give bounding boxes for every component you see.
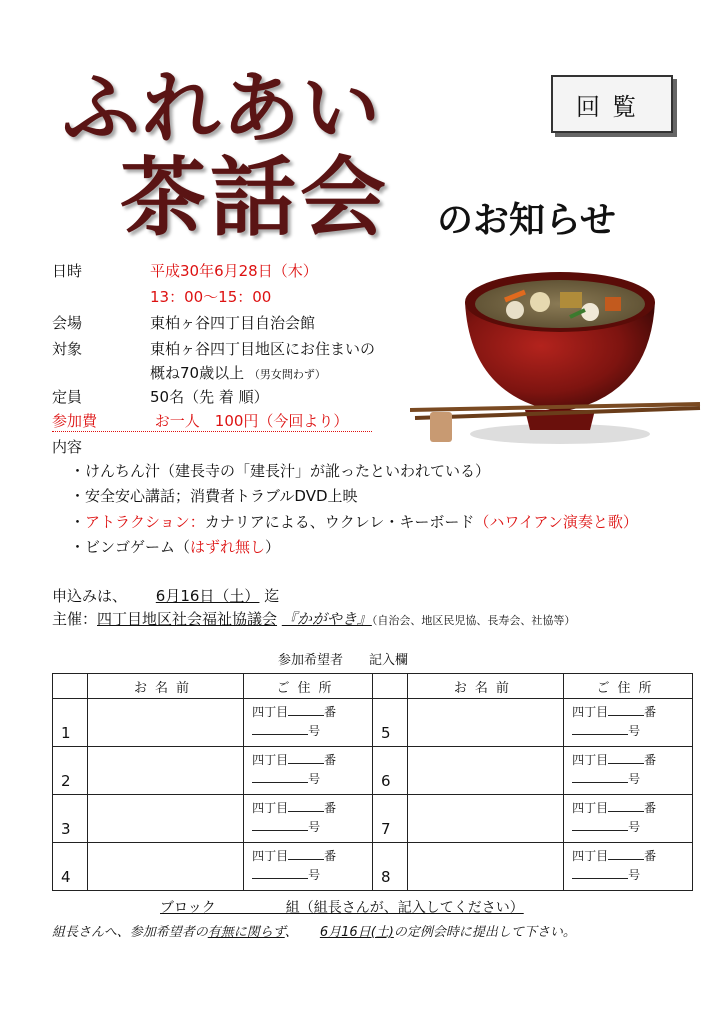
- item4-suffix: ）: [265, 538, 281, 556]
- item4-red: はずれ無し: [190, 538, 266, 556]
- deadline-date: 6月16日（土）: [155, 587, 260, 605]
- target-note: （男女問わず）: [248, 368, 326, 381]
- header-name-left: お名前: [87, 674, 243, 699]
- target-label-text: 対象: [52, 340, 83, 358]
- item3-body: カナリアによる、ウクレレ・キーボード: [204, 513, 475, 531]
- addr-ban: 番: [644, 753, 657, 767]
- address-cell[interactable]: [564, 795, 693, 843]
- date-label-text: 日時: [52, 262, 83, 280]
- note-part3: の定例会時に提出して下さい。: [393, 925, 576, 940]
- note-part1: 組長さんへ、参加希望者の: [52, 925, 208, 940]
- host-label: 主催：: [52, 610, 98, 628]
- name-cell[interactable]: [87, 795, 243, 843]
- deadline-suffix: 迄: [264, 587, 280, 605]
- addr-chome: 四丁目: [252, 705, 289, 719]
- row-number: 8: [372, 843, 407, 891]
- table-row: [53, 699, 693, 747]
- item3-paren-close: ）: [622, 513, 638, 531]
- content-item-1: ・けんちん汁（建長寺の「建長汁」が訛ったといわれている）: [70, 462, 491, 480]
- capacity-label: [52, 390, 122, 405]
- addr-ban: 番: [644, 705, 657, 719]
- registration-table: [52, 673, 693, 891]
- name-cell[interactable]: [87, 747, 243, 795]
- table-row: [53, 747, 693, 795]
- address-cell[interactable]: [244, 699, 373, 747]
- content-item-2: ・安全安心講話；消費者トラブルDVD上映: [70, 487, 358, 505]
- header-num-cell: [53, 674, 88, 699]
- venue-label: [52, 316, 122, 331]
- address-cell[interactable]: [244, 795, 373, 843]
- address-cell[interactable]: [564, 699, 693, 747]
- header-address-right: ご住所: [564, 674, 693, 699]
- name-cell[interactable]: [407, 843, 563, 891]
- address-cell[interactable]: [564, 843, 693, 891]
- table-header-row: [53, 674, 693, 699]
- addr-go: 号: [628, 868, 641, 882]
- addr-go: 号: [628, 772, 641, 786]
- address-cell[interactable]: [244, 747, 373, 795]
- item3-attraction: アトラクション：: [85, 513, 205, 531]
- note-date: 6月16日(土): [319, 925, 394, 940]
- venue-value: 東柏ヶ谷四丁目自治会館: [150, 314, 316, 332]
- addr-chome: 四丁目: [572, 801, 609, 815]
- row-number: 6: [372, 747, 407, 795]
- date-label: [52, 264, 122, 279]
- item3-bullet: ・: [70, 513, 86, 531]
- addr-chome: 四丁目: [572, 849, 609, 863]
- fee-value: お一人 100円（今回より）: [154, 412, 349, 430]
- fee-row: [52, 414, 372, 432]
- table-row: [53, 843, 693, 891]
- name-cell[interactable]: [407, 747, 563, 795]
- row-number: 2: [53, 747, 88, 795]
- title-line1: ふれあい: [62, 64, 383, 154]
- block-line: ブロック 組（組長さんが、記入してください）: [160, 900, 524, 916]
- row-number: 3: [53, 795, 88, 843]
- addr-go: 号: [308, 772, 321, 786]
- addr-chome: 四丁目: [572, 705, 609, 719]
- subtitle: のお知らせ: [437, 200, 616, 241]
- host-members: （自治会、地区民児協、長寿会、社協等）: [371, 614, 576, 627]
- target-label: [52, 342, 122, 357]
- addr-go: 号: [628, 724, 641, 738]
- address-cell[interactable]: [244, 843, 373, 891]
- capacity-label-text: 定員: [52, 388, 83, 406]
- date-value: 平成30年6月28日（木）: [150, 262, 318, 280]
- deadline-prefix: 申込みは、: [52, 587, 128, 605]
- row-number: 1: [53, 699, 88, 747]
- content-item-3: [70, 515, 638, 530]
- capacity-value: 50名（先 着 順）: [150, 388, 269, 406]
- deadline-line: [52, 589, 279, 604]
- addr-chome: 四丁目: [572, 753, 609, 767]
- target-value-line1: 東柏ヶ谷四丁目地区にお住まいの: [150, 340, 376, 358]
- note-emph: 有無に関らず: [207, 925, 285, 940]
- target-value-line2: [150, 366, 326, 381]
- header-num-cell-right: [372, 674, 407, 699]
- content-label: [52, 440, 122, 455]
- addr-go: 号: [308, 868, 321, 882]
- addr-ban: 番: [644, 849, 657, 863]
- name-cell[interactable]: [407, 699, 563, 747]
- kairan-stamp: [551, 75, 673, 133]
- name-cell[interactable]: [87, 699, 243, 747]
- addr-go: 号: [308, 820, 321, 834]
- host-nickname: 『かがやき』: [281, 610, 372, 628]
- addr-ban: 番: [324, 849, 337, 863]
- addr-ban: 番: [324, 801, 337, 815]
- addr-chome: 四丁目: [252, 801, 289, 815]
- addr-go: 号: [308, 724, 321, 738]
- addr-ban: 番: [324, 753, 337, 767]
- name-cell[interactable]: [407, 795, 563, 843]
- time-value: 13：00～15：00: [150, 288, 272, 306]
- title-line2: 茶話会: [120, 148, 390, 248]
- header-name-right: お名前: [407, 674, 563, 699]
- addr-ban: 番: [324, 705, 337, 719]
- venue-label-text: 会場: [52, 314, 83, 332]
- addr-ban: 番: [644, 801, 657, 815]
- addr-go: 号: [628, 820, 641, 834]
- footer-note: [52, 926, 576, 939]
- soup-bowl-illustration: [410, 262, 710, 452]
- row-number: 7: [372, 795, 407, 843]
- fee-label: 参加費: [52, 412, 98, 430]
- address-cell[interactable]: [564, 747, 693, 795]
- content-item-4: [70, 540, 280, 555]
- content-label-text: 内容: [52, 438, 83, 456]
- row-number: 5: [372, 699, 407, 747]
- addr-chome: 四丁目: [252, 849, 289, 863]
- target-age: 概ね70歳以上: [150, 364, 245, 382]
- kairan-label: 回覧: [576, 92, 648, 121]
- table-row: [53, 795, 693, 843]
- name-cell[interactable]: [87, 843, 243, 891]
- table-caption: 参加希望者 記入欄: [278, 653, 409, 668]
- header-address-left: ご住所: [244, 674, 373, 699]
- row-number: 4: [53, 843, 88, 891]
- host-name: 四丁目地区社会福祉協議会: [97, 610, 278, 628]
- addr-chome: 四丁目: [252, 753, 289, 767]
- item3-hawaiian: ハワイアン演奏と歌: [489, 513, 623, 531]
- host-line: [52, 612, 575, 627]
- note-part2: 、: [284, 925, 298, 940]
- item4-prefix: ・ビンゴゲーム（: [70, 538, 191, 556]
- item3-paren-open: （: [474, 513, 490, 531]
